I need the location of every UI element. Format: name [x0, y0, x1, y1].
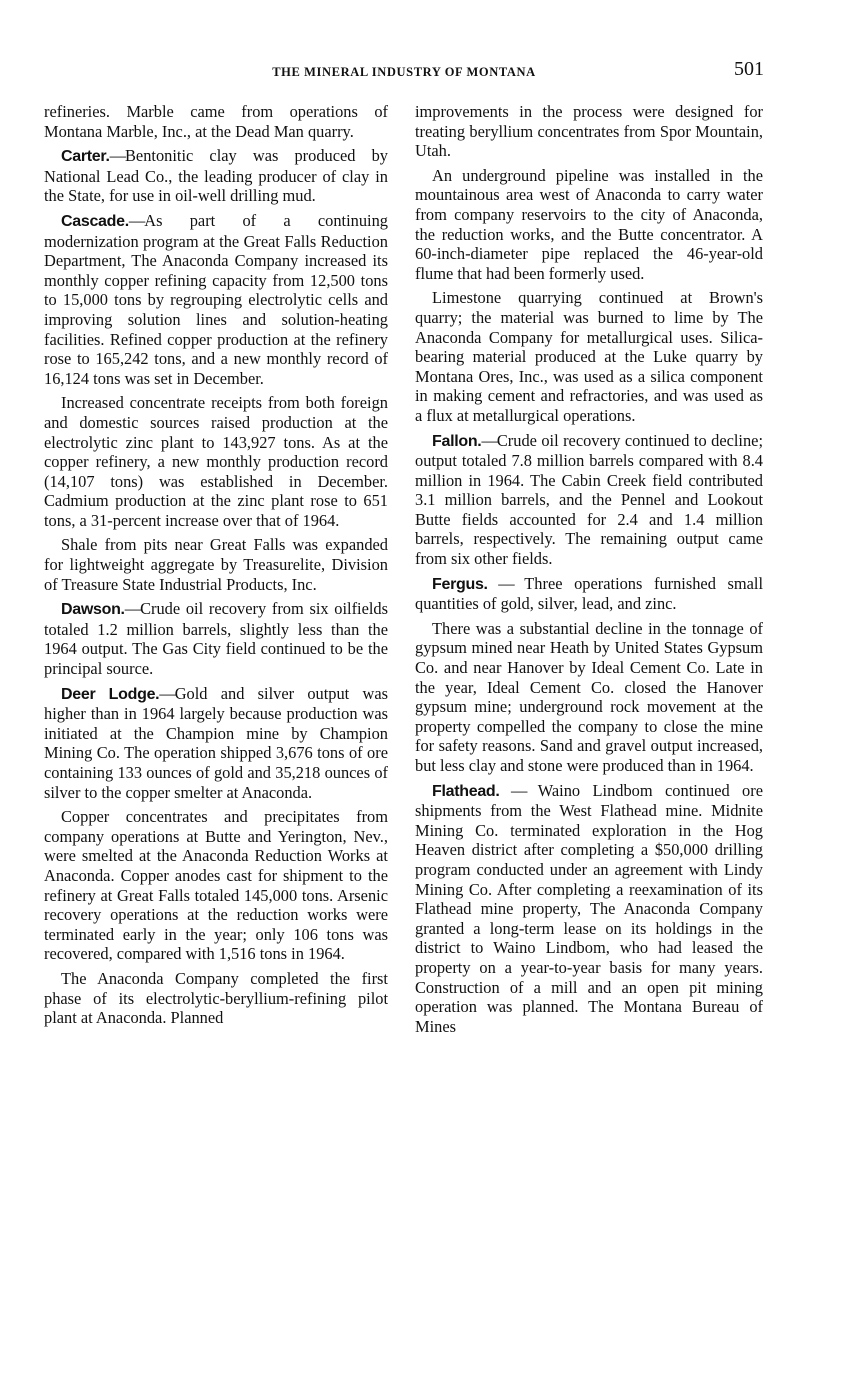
- paragraph-text: refineries. Marble came from operations of Montana Marble, Inc., at the Dead Man quarry.: [44, 102, 388, 141]
- paragraph: [415, 619, 763, 776]
- running-title: THE MINERAL INDUSTRY OF MONTANA: [272, 65, 536, 79]
- paragraph: [44, 102, 388, 141]
- paragraph-text: Limestone quarrying continued at Brown's quarry; the material was burned to lime by The Anaconda Company for metallurgical uses. Silica-bearing material produced at the Luke quarry by Montana Ores, Inc., was used as a silica component in making cement and refractories, and was used as a flux at metallurgical operations.: [415, 288, 763, 425]
- paragraph-text: Shale from pits near Great Falls was expanded for lightweight aggregate by Treasurelite, Division of Treasure State Industrial Products, Inc.: [44, 535, 388, 594]
- paragraph-text: Crude oil recovery from six oilfields totaled 1.2 million barrels, slightly less than the 1964 output. The Gas City field continued to be the principal source.: [44, 599, 388, 679]
- paragraph-text: There was a substantial decline in the tonnage of gypsum mined near Heath by United States Gypsum Co. and near Hanover by Ideal Cement Co. Late in the year, Ideal Cement Co. closed the Hanover gypsum mine; underground rock movement at the property compelled the company to close the mine for safety reasons. Sand and gravel output increased, but less clay and stone were produced than in 1964.: [415, 618, 763, 775]
- paragraph: Fallon.—Crude oil recovery continued to decline; output totaled 7.8 million barrels compared with 8.4 million in 1964. The Cabin Creek field contributed 3.1 million barrels, and the Pennel and Lookout Butte fields accounted for 2.4 and 1.4 million barrels, respectively. The remaining output came from six other fields.: [415, 430, 763, 569]
- paragraph-text: Copper concentrates and precipitates from company operations at Butte and Yerington, Nev., were smelted at the Anaconda Reduction Works at Anaconda. Copper anodes cast for shipment to the refinery at Great Falls totaled 145,000 tons. Arsenic recovery operations at the reduction works were terminated early in the year; only 106 tons was recovered, compared with 1,516 tons in 1964.: [44, 807, 388, 964]
- running-header: [44, 58, 764, 84]
- paragraph: [415, 288, 763, 425]
- paragraph: Fergus. — Three operations furnished small quantities of gold, silver, lead, and zinc.: [415, 573, 763, 614]
- paragraph-text: The Anaconda Company completed the first phase of its electrolytic-beryllium-refining pilot plant at Anaconda. Planned: [44, 968, 388, 1028]
- paragraph: Flathead. — Waino Lindbom continued ore shipments from the West Flathead mine. Midnite Mining Co. terminated exploration in the Hog Heaven district after completing a $50,000 drilling program conducted under an agreement with Lindy Mining Co. After completing a reexamination of its Flathead mine property, The Anaconda Company granted a long-term lease on its holdings in the district to Waino Lindbom, who had leased the property on a year-to-year basis for many years. Construction of a mill and an open pit mining operation was planned. The Montana Bureau of Mines: [415, 780, 763, 1036]
- paragraph-text: Gold and silver output was higher than in 1964 largely because production was initiated at the Champion mine by Champion Mining Co. The operation shipped 3,676 tons of ore containing 133 ounces of gold and 35,218 ounces of silver to the copper smelter at Anaconda.: [44, 683, 388, 802]
- paragraph: [44, 807, 388, 964]
- paragraph: [415, 166, 763, 284]
- paragraph: [44, 393, 388, 530]
- paragraph-text: As part of a continuing modernization program at the Great Falls Reduction Department, The Anaconda Company increased its monthly copper refining capacity from 12,500 tons to 15,000 tons by regrouping electrolytic cells and improving solution lines and solution-heating facilities. Refined copper production at the refinery rose to 165,242 tons, and a new monthly record of 16,124 tons was set in December.: [44, 210, 388, 388]
- county-heading: Fallon.: [432, 432, 482, 450]
- paragraph: [44, 969, 388, 1028]
- paragraph-text: An underground pipeline was installed in the mountainous area west of Anaconda to carry water from company reservoirs to the city of Anaconda, the reduction works, and the Butte concentrator. A 60-inch-diameter pipe replaced the 46-year-old flume that had been formerly used.: [415, 165, 763, 283]
- paragraph: [44, 535, 388, 594]
- left-column: [44, 102, 388, 1033]
- paragraph-text: Three operations furnished small quantities of gold, silver, lead, and zinc.: [415, 573, 763, 614]
- paragraph-text: Increased concentrate receipts from both foreign and domestic sources raised production at the electrolytic zinc plant to 143,927 tons. As at the copper refinery, a new monthly production record (14,107 tons) was established in December. Cadmium production at the zinc plant rose to 651 tons, a 31-percent increase over that of 1964.: [44, 393, 388, 530]
- paragraph: [415, 102, 763, 161]
- right-column: [415, 102, 763, 1041]
- county-heading: Deer Lodge.: [61, 685, 160, 703]
- paragraph: Deer Lodge.—Gold and silver output was higher than in 1964 largely because production was initiated at the Champion mine by Champion Mining Co. The operation shipped 3,676 tons of ore containing 133 ounces of gold and 35,218 ounces of silver to the copper smelter at Anaconda.: [44, 683, 388, 802]
- paragraph-text: Bentonitic clay was produced by National Lead Co., the leading producer of clay in the State, for use in oil-well drilling mud.: [44, 146, 388, 206]
- county-heading: Dawson.: [61, 601, 125, 619]
- county-heading: Cascade.: [61, 212, 129, 230]
- county-heading: Flathead.: [432, 782, 500, 800]
- paragraph-text: Crude oil recovery continued to decline; output totaled 7.8 million barrels compared with 8.4 million in 1964. The Cabin Creek field contributed 3.1 million barrels, and the Pennel and Lookout Butte fields accounted for 2.4 and 1.4 million barrels, respectively. The remaining output came from six other fields.: [415, 430, 763, 569]
- paragraph-text: improvements in the process were designed for treating beryllium concentrates from Spor Mountain, Utah.: [415, 102, 763, 161]
- page-number: 501: [734, 58, 764, 80]
- county-heading: Fergus.: [432, 575, 488, 593]
- paragraph: Carter.—Bentonitic clay was produced by National Lead Co., the leading producer of clay in the State, for use in oil-well drilling mud.: [44, 146, 388, 206]
- paragraph: Dawson.—Crude oil recovery from six oilfields totaled 1.2 million barrels, slightly less than the 1964 output. The Gas City field continued to be the principal source.: [44, 599, 388, 679]
- county-heading: Carter.: [61, 148, 110, 166]
- paragraph-text: Waino Lindbom continued ore shipments from the West Flathead mine. Midnite Mining Co. terminated exploration in the Hog Heaven district after completing a $50,000 drilling program conducted under an agreement with Lindy Mining Co. After completing a reexamination of its Flathead mine property, The Anaconda Company granted a long-term lease on its holdings in the district to Waino Lindbom, who had leased the property on a year-to-year basis for many years. Construction of a mill and an open pit mining operation was planned. The Montana Bureau of Mines: [415, 780, 763, 1036]
- paragraph: Cascade.—As part of a continuing modernization program at the Great Falls Reduction Department, The Anaconda Company increased its monthly copper refining capacity from 12,500 tons to 15,000 tons by regrouping electrolytic cells and improving solution lines and solution-heating facilities. Refined copper production at the refinery rose to 165,242 tons, and a new monthly record of 16,124 tons was set in December.: [44, 210, 388, 388]
